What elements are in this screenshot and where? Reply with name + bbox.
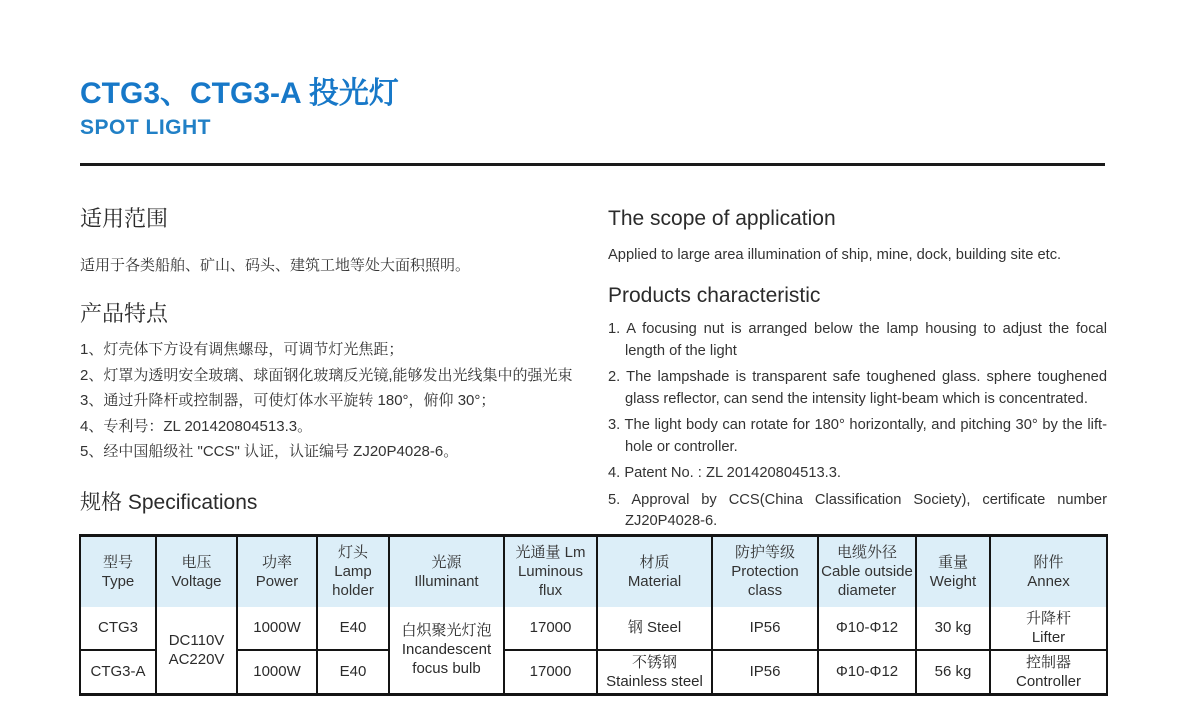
page-header: [80, 76, 399, 140]
feature-item-zh: 3、通过升降杆或控制器，可使灯体水平旋转 180°，俯仰 30°；: [80, 392, 496, 410]
cell-protection: IP56: [712, 607, 818, 650]
cell-lamp-holder: E40: [317, 607, 389, 650]
col-header-lamp-holder: 灯头 Lamp holder: [317, 536, 389, 607]
feature-item-en: 5. Approval by CCS(China Classification Society), certificate number ZJ20P4028-6.: [608, 491, 1107, 529]
scope-text-en: Applied to large area illumination of ship, mine, dock, building site etc.: [608, 247, 1062, 263]
features-list-zh: [80, 337, 588, 465]
col-header-annex: 附件 Annex: [990, 536, 1107, 607]
specifications-heading: 规格 Specifications: [80, 491, 258, 514]
page-title: CTG3、CTG3-A 投光灯: [80, 77, 399, 110]
feature-item-en: 3. The light body can rotate for 180° horizontally, and pitching 30° by the lift-hole or controller.: [608, 417, 1107, 455]
cell-cable-diameter: Φ10-Φ12: [818, 650, 916, 695]
cell-luminous-flux: 17000: [504, 650, 597, 695]
cell-annex: 控制器 Controller: [990, 650, 1107, 695]
table-header-row: [80, 536, 1107, 607]
cell-lamp-holder: E40: [317, 650, 389, 695]
col-header-weight: 重量 Weight: [916, 536, 990, 607]
col-header-power: 功率 Power: [237, 536, 317, 607]
col-header-material: 材质 Material: [597, 536, 712, 607]
cell-weight: 30 kg: [916, 607, 990, 650]
features-heading-zh: 产品特点: [80, 301, 169, 326]
feature-item-zh: 5、经中国船级社 "CCS" 认证，认证编号 ZJ20P4028-6。: [80, 443, 459, 461]
cell-annex: 升降杆 Lifter: [990, 607, 1107, 650]
feature-item-en: 2. The lampshade is transparent safe toughened glass. sphere toughened glass reflector, can send the intensity light-beam which is concentrated.: [608, 369, 1107, 407]
header-divider: [80, 163, 1105, 166]
cell-type: CTG3: [80, 607, 156, 650]
cell-material: 钢 Steel: [597, 607, 712, 650]
cell-protection: IP56: [712, 650, 818, 695]
features-list-en: [608, 319, 1107, 533]
features-heading-en: Products characteristic: [608, 284, 821, 307]
cell-illuminant: 白炽聚光灯泡 Incandescent focus bulb: [389, 607, 504, 695]
feature-item-en: 1. A focusing nut is arranged below the lamp housing to adjust the focal length of the light: [608, 321, 1107, 359]
table-row-ctg3: [80, 607, 1107, 650]
feature-item-zh: 4、专利号：ZL 201420804513.3。: [80, 417, 313, 435]
cell-voltage: DC110V AC220V: [156, 607, 237, 695]
col-header-type: 型号 Type: [80, 536, 156, 607]
scope-heading-en: The scope of application: [608, 207, 836, 230]
feature-item-en: 4. Patent No. : ZL 201420804513.3.: [608, 465, 841, 481]
cell-luminous-flux: 17000: [504, 607, 597, 650]
page-subtitle: SPOT LIGHT: [80, 116, 211, 139]
cell-power: 1000W: [237, 650, 317, 695]
cell-power: 1000W: [237, 607, 317, 650]
specifications-table: [79, 534, 1108, 696]
col-header-cable-diameter: 电缆外径 Cable outside diameter: [818, 536, 916, 607]
col-header-protection-class: 防护等级 Protection class: [712, 536, 818, 607]
cell-cable-diameter: Φ10-Φ12: [818, 607, 916, 650]
feature-item-zh: 1、灯壳体下方设有调焦螺母，可调节灯光焦距；: [80, 341, 404, 358]
cell-material: 不锈钢 Stainless steel: [597, 650, 712, 695]
scope-text-zh: 适用于各类船舶、矿山、码头、建筑工地等处大面积照明。: [80, 257, 471, 274]
scope-heading-zh: 适用范围: [80, 206, 169, 231]
english-column: [608, 205, 1107, 538]
col-header-luminous-flux: 光通量 Lm Luminous flux: [504, 536, 597, 607]
chinese-column: [80, 203, 588, 465]
col-header-illuminant: 光源 Illuminant: [389, 536, 504, 607]
cell-type: CTG3-A: [80, 650, 156, 695]
feature-item-zh: 2、灯罩为透明安全玻璃、球面钢化玻璃反光镜,能够发出光线集中的强光束: [80, 366, 573, 384]
col-header-voltage: 电压 Voltage: [156, 536, 237, 607]
cell-weight: 56 kg: [916, 650, 990, 695]
